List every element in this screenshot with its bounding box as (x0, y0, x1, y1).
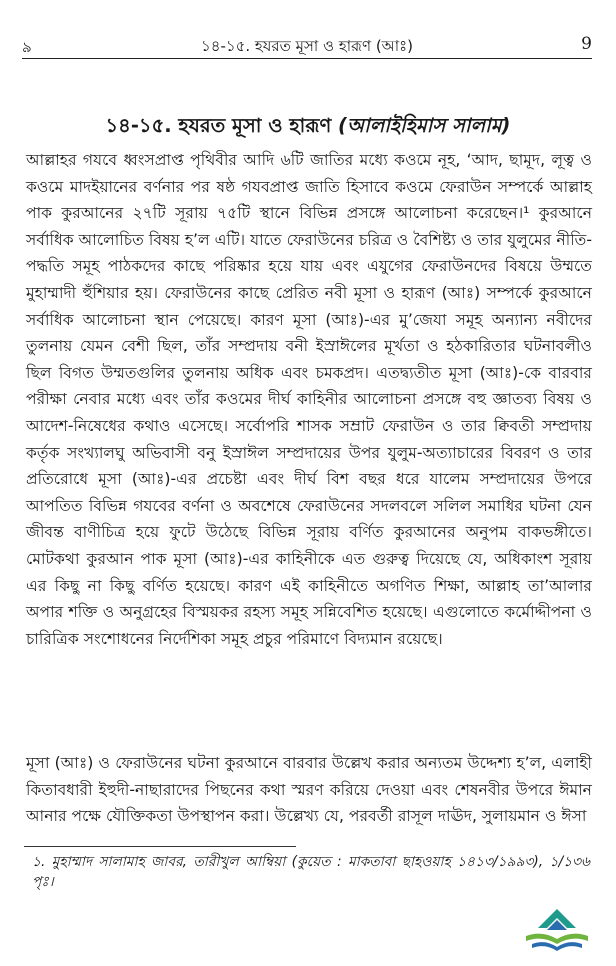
body-paragraph-1: আল্লাহর গযবে ধ্বংসপ্রাপ্ত পৃথিবীর আদি ৬টি জাতির মধ্যে কওমে নূহ, ‘আদ, ছামূদ, লূত্ব ও কওমে মাদইয়ানের বর্ণনার পর ষষ্ঠ গযবপ্রাপ্ত জাতি হিসাবে কওমে ফেরাউন সম্পর্কে আল্লাহ পাক কুরআনের ২৭টি সূরায় ৭৫টি স্থানে বিভিন্ন প্রসঙ্গে আলোচনা করেছেন।¹ কুরআনে সর্বাধিক আলোচিত বিষয় হ’ল এটি। যাতে ফেরাউনের চরিত্র ও বৈশিষ্ট্য ও তার যুলুমের নীতি-পদ্ধতি সমূহ পাঠকদের কাছে পরিষ্কার হয়ে যায় এবং এযুগের ফেরাউনদের বিষয়ে উম্মতে মুহাম্মাদী হুঁশিয়ার হয়। ফেরাউনের কাছে প্রেরিত নবী মূসা ও হারূণ (আঃ) সম্পর্কে কুরআনে সর্বাধিক আলোচনা স্থান পেয়েছে। কারণ মূসা (আঃ)-এর মু’জেযা সমূহ অন্যান্য নবীদের তুলনায় যেমন বেশী ছিল, তাঁর সম্প্রদায় বনী ইস্রাঈলের মূর্খতা ও হঠকারিতার ঘটনাবলীও ছিল বিগত উম্মতগুলির তুলনায় অধিক এবং চমকপ্রদ। এতদ্ব্যতীত মূসা (আঃ)-কে বারবার পরীক্ষা নেবার মধ্যে এবং তাঁর কওমের দীর্ঘ কাহিনীর আলোচনা প্রসঙ্গে বহু জ্ঞাতব্য বিষয় ও আদেশ-নিষেধের কথাও এসেছে। সর্বোপরি শাসক সম্রাট ফেরাউন ও তার ক্বিবতী সম্প্রদায় কর্তৃক সংখ্যালঘু অভিবাসী বনু ইস্রাঈল সম্প্রদায়ের উপর যুলুম-অত্যাচারের বিবরণ ও তার প্রতিরোধে মূসা (আঃ)-এর প্রচেষ্টা এবং দীর্ঘ বিশ বছর ধরে যালেম সম্প্রদায়ের উপরে আপতিত বিভিন্ন গযবের বর্ণনা ও অবশেষে ফেরাউনের সদলবলে সলিল সমাধির ঘটনা যেন জীবন্ত বাণীচিত্র হয়ে ফুটে উঠেছে বিভিন্ন সূরায় বর্ণিত কুরআনের অনুপম বাকভঙ্গীতে। মোটকথা কুরআন পাক মূসা (আঃ)-এর কাহিনীকে এত গুরুত্ব দিয়েছে যে, অধিকাংশ সূরায় এর কিছু না কিছু বর্ণিত হয়েছে। কারণ এই কাহিনীতে অগণিত শিক্ষা, আল্লাহ তা’আলার অপার শক্তি ও অনুগ্রহের বিস্ময়কর রহস্য সমূহ সন্নিবেশিত হয়েছে। এগুলোতে কর্মোদ্দীপনা ও চারিত্রিক সংশোধনের নির্দেশিকা সমূহ প্রচুর পরিমাণে বিদ্যমান রয়েছে। (26, 151, 592, 648)
running-header (22, 34, 592, 59)
page-number: 9 (581, 34, 592, 54)
running-title: ১৪-১৫. হযরত মূসা ও হারূণ (আঃ) (200, 37, 414, 55)
publisher-logo-icon (518, 906, 596, 960)
chapter-title-main: ১৪-১৫. হযরত মূসা ও হারূণ (105, 114, 332, 137)
chapter-title (20, 112, 596, 144)
body-paragraph-2: মূসা (আঃ) ও ফেরাউনের ঘটনা কুরআনে বারবার উল্লেখ করার অন্যতম উদ্দেশ্য হ’ল, এলাহী কিতাবধারী ইহুদী-নাছারাদের পিছনের কথা স্মরণ করিয়ে দেওয়া এবং শেষনবীর উপরে ঈমান আনার পক্ষে যৌক্তিকতা উপস্থাপন করা। উল্লেখ্য যে, পরবর্তী রাসূল দাঊদ, সুলায়মান ও ঈসা (26, 754, 592, 826)
footnote: ১. মুহাম্মাদ সালামাহ জাবর, তারীখুল আম্বিয়া (কুয়েত : মাকতাবা ছাহওয়াহ ১৪১৩/১৯৯৩), ১/১৩৬ পৃঃ। (32, 854, 590, 890)
chapter-title-subtitle: (আলাইহিমাস সালাম) (338, 114, 511, 137)
footnote-divider (24, 846, 296, 847)
page-number-bengali: ৯ (22, 38, 32, 56)
